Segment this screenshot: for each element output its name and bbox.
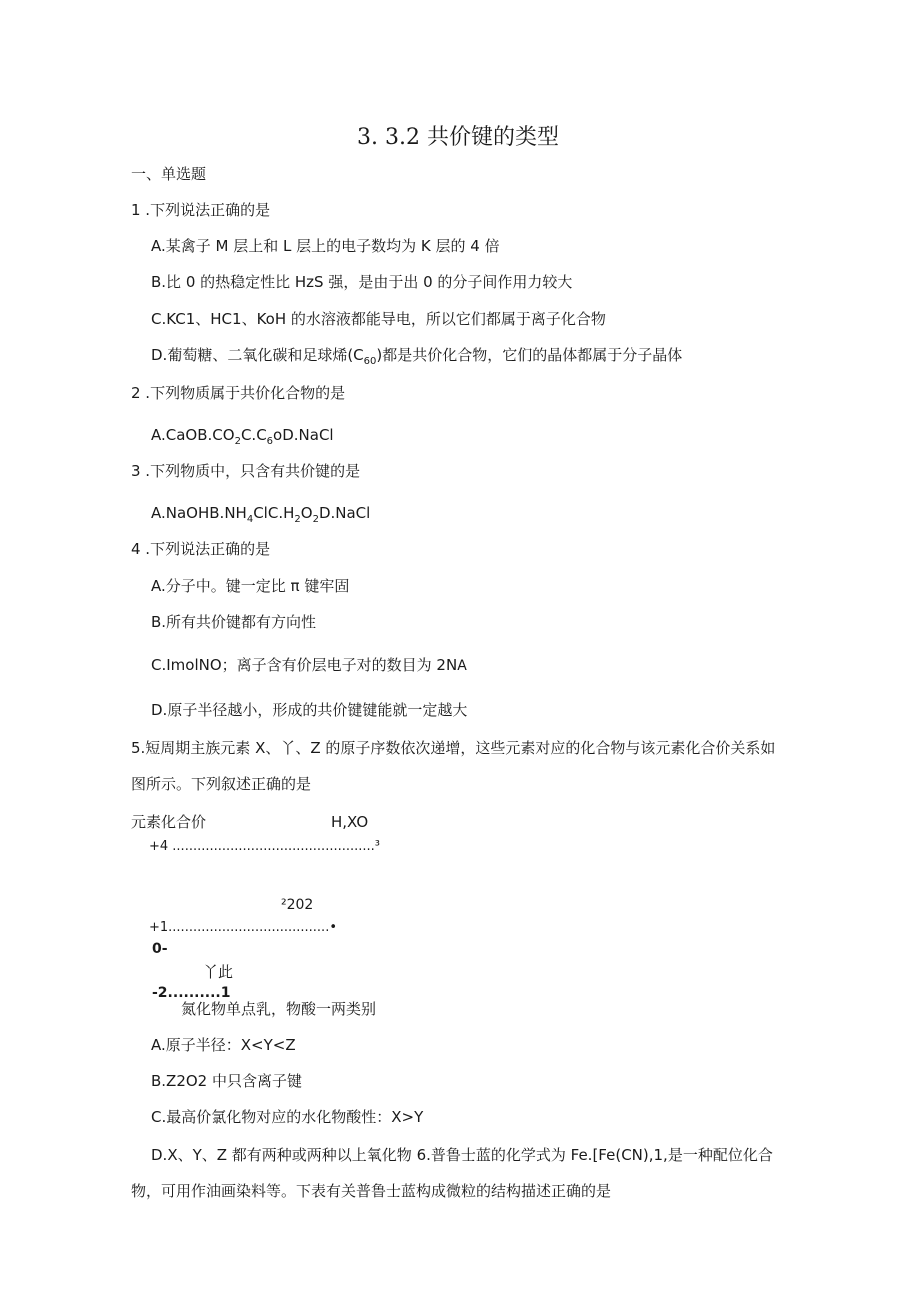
q3-stem: 3 .下列物质中，只含有共价键的是 xyxy=(131,462,361,480)
q5-option-c: C.最高价氯化物对应的水化物酸性：X>Y xyxy=(151,1108,424,1126)
chart-label-y: 丫此 xyxy=(203,963,234,981)
q4-option-a: A.分子中。键一定比 π 键牢固 xyxy=(151,577,350,595)
q2-options: $A.CaOB.CO_2C.C_6oD.NaCl$ xyxy=(151,426,334,447)
chart-label-hxo: H,XO xyxy=(331,813,369,831)
q4-stem: 4 .下列说法正确的是 xyxy=(131,540,271,558)
q4-option-b: B.所有共价键都有方向性 xyxy=(151,613,317,631)
q3-options: $A.NaOHB.NH_4ClC.H_2O_2D.NaCl$ xyxy=(151,504,371,525)
q4-option-c: C.ImolNO；离子含有价层电子对的数目为 2NA xyxy=(151,656,467,674)
q5-option-d-line1: D.X、Y、Z 都有两种或两种以上氧化物 6.普鲁士蓝的化学式为 Fe.[Fe(CN),1,是一种配位化合 xyxy=(151,1146,773,1164)
page-title: 3. 3.2 共价键的类型 xyxy=(357,125,559,150)
q5-option-a: A.原子半径：X<Y<Z xyxy=(151,1036,296,1054)
chart-ylabel: 元素化合价 xyxy=(131,813,207,831)
chart-row-zero: 0- xyxy=(152,941,168,957)
q1-stem: 1 .下列说法正确的是 xyxy=(131,201,271,219)
chart-row-plus4: +4 .................................................³ xyxy=(149,839,380,854)
q5-stem-line2: 图所示。下列叙述正确的是 xyxy=(131,775,312,793)
q5-option-d-line2: 物，可用作油画染料等。下表有关普鲁士蓝构成微粒的结构描述正确的是 xyxy=(131,1182,612,1200)
q2-stem: 2 .下列物质属于共价化合物的是 xyxy=(131,384,346,402)
chart-row-plus1: +1.......................................• xyxy=(149,920,337,935)
chart-row-minus2: -2..........1 xyxy=(152,985,231,1001)
chart-xlabel: 氮化物单点乳，物酸一两类别 xyxy=(181,1000,377,1018)
q5-option-b: B.Z2O2 中只含离子键 xyxy=(151,1072,302,1090)
q1-option-a: A.某禽子 M 层上和 L 层上的电子数均为 K 层的 4 倍 xyxy=(151,237,500,255)
chart-label-z2o2: ²202 xyxy=(281,897,314,913)
section-heading: 一、单选题 xyxy=(131,165,207,183)
q4-option-d: D.原子半径越小，形成的共价键键能就一定越大 xyxy=(151,701,468,719)
q1-option-d: D.葡萄糖、二氧化碳和足球烯$(C_{60})$都是共价化合物，它们的晶体都属于分子晶体 xyxy=(151,346,683,367)
q5-stem-line1: 5.短周期主族元素 X、丫、Z 的原子序数依次递增，这些元素对应的化合物与该元素化合价关系如 xyxy=(131,739,776,757)
q1-option-c: C.KC1、HC1、KoH 的水溶液都能导电，所以它们都属于离子化合物 xyxy=(151,310,606,328)
q1-option-b: B.比 0 的热稳定性比 HzS 强，是由于出 0 的分子间作用力较大 xyxy=(151,273,573,291)
